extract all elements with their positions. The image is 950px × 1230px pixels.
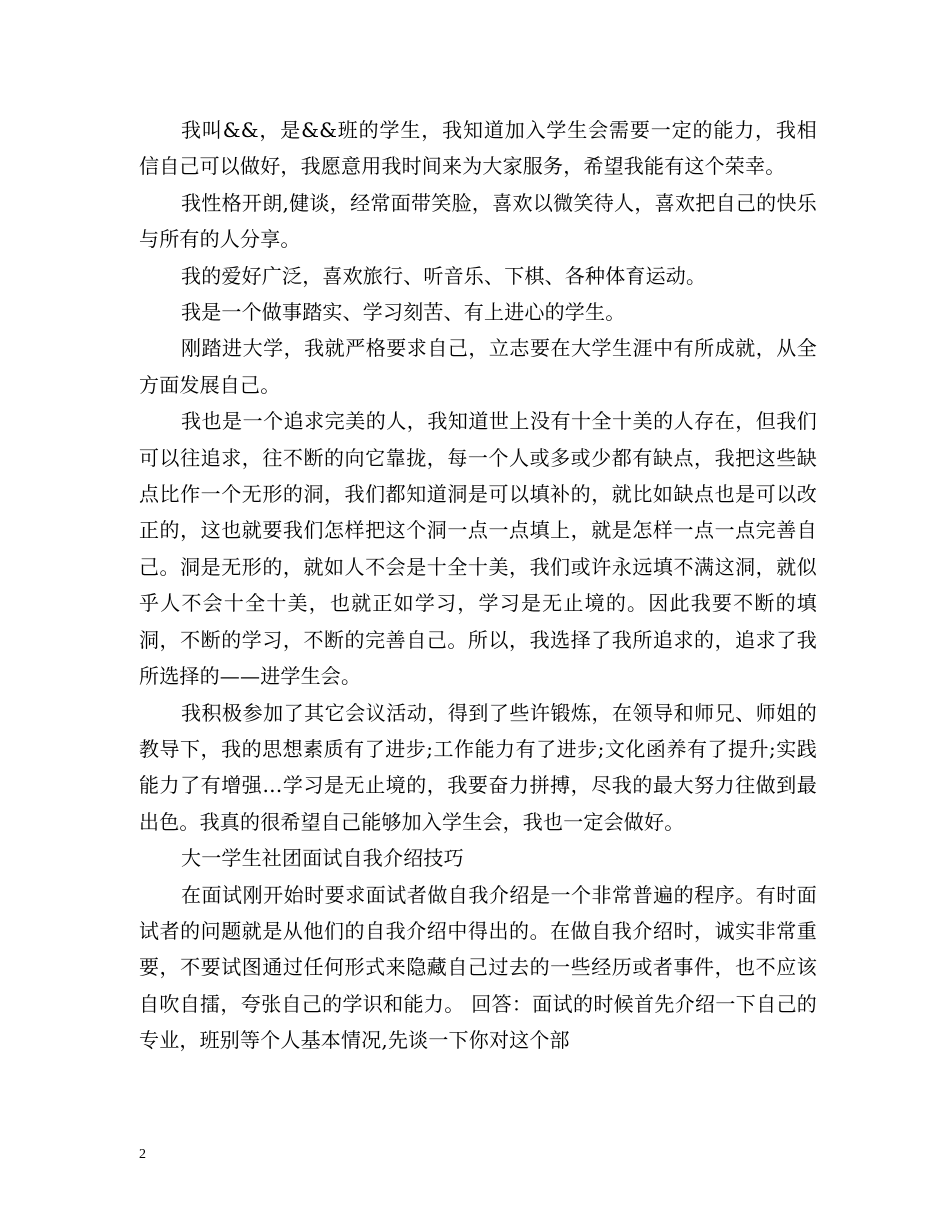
paragraph-perfection: 我也是一个追求完美的人，我知道世上没有十全十美的人存在，但我们可以往追求，往不断的向它靠拢，每一个人或多或少都有缺点，我把这些缺点比作一个无形的洞，我们都知道洞是可以填补的，就比如缺点也是可以改正的，这也就要我们怎样把这个洞一点一点填上，就是怎样一点一点完善自己。洞是无形的，就如人不会是十全十美，我们或许永远填不满这洞，就似乎人不会十全十美，也就正如学习，学习是无止境的。因此我要不断的填洞，不断的学习，不断的完善自己。所以，我选择了我所追求的，追求了我所选择的——进学生会。 [139, 409, 817, 689]
section-heading: 大一学生社团面试自我介绍技巧 [181, 846, 464, 871]
paragraph-activities: 我积极参加了其它会议活动，得到了些许锻炼，在领导和师兄、师姐的教导下，我的思想素质有了进步;工作能力有了进步;文化函养有了提升;实践能力了有增强…学习是无止境的，我要奋力拼搏，尽我的最大努力往做到最出色。我真的很希望自己能够加入学生会，我也一定会做好。 [139, 700, 817, 834]
page-number: 2 [139, 1147, 146, 1162]
paragraph-hobbies: 我的爱好广泛，喜欢旅行、听音乐、下棋、各种体育运动。 [181, 263, 707, 288]
paragraph-personality: 我性格开朗,健谈，经常面带笑脸，喜欢以微笑待人，喜欢把自己的快乐与所有的人分享。 [139, 190, 817, 252]
paragraph-interview-tips: 在面试刚开始时要求面试者做自我介绍是一个非常普遍的程序。有时面试者的问题就是从他们的自我介绍中得出的。在做自我介绍时，诚实非常重要，不要试图通过任何形式来隐藏自己过去的一些经历或者事件，也不应该自吹自擂，夸张自己的学识和能力。 回答：面试的时候首先介绍一下自己的专业，班别等个人基本情况,先谈一下你对这个部 [139, 882, 817, 1053]
document-body [139, 112, 817, 1059]
paragraph-attitude: 我是一个做事踏实、学习刻苦、有上进心的学生。 [181, 300, 626, 325]
paragraph-intro: 我叫&&，是&&班的学生，我知道加入学生会需要一定的能力，我相信自己可以做好，我愿意用我时间来为大家服务，希望我能有这个荣幸。 [139, 118, 817, 179]
paragraph-university-goal: 刚踏进大学，我就严格要求自己，立志要在大学生涯中有所成就，从全方面发展自己。 [139, 336, 817, 397]
